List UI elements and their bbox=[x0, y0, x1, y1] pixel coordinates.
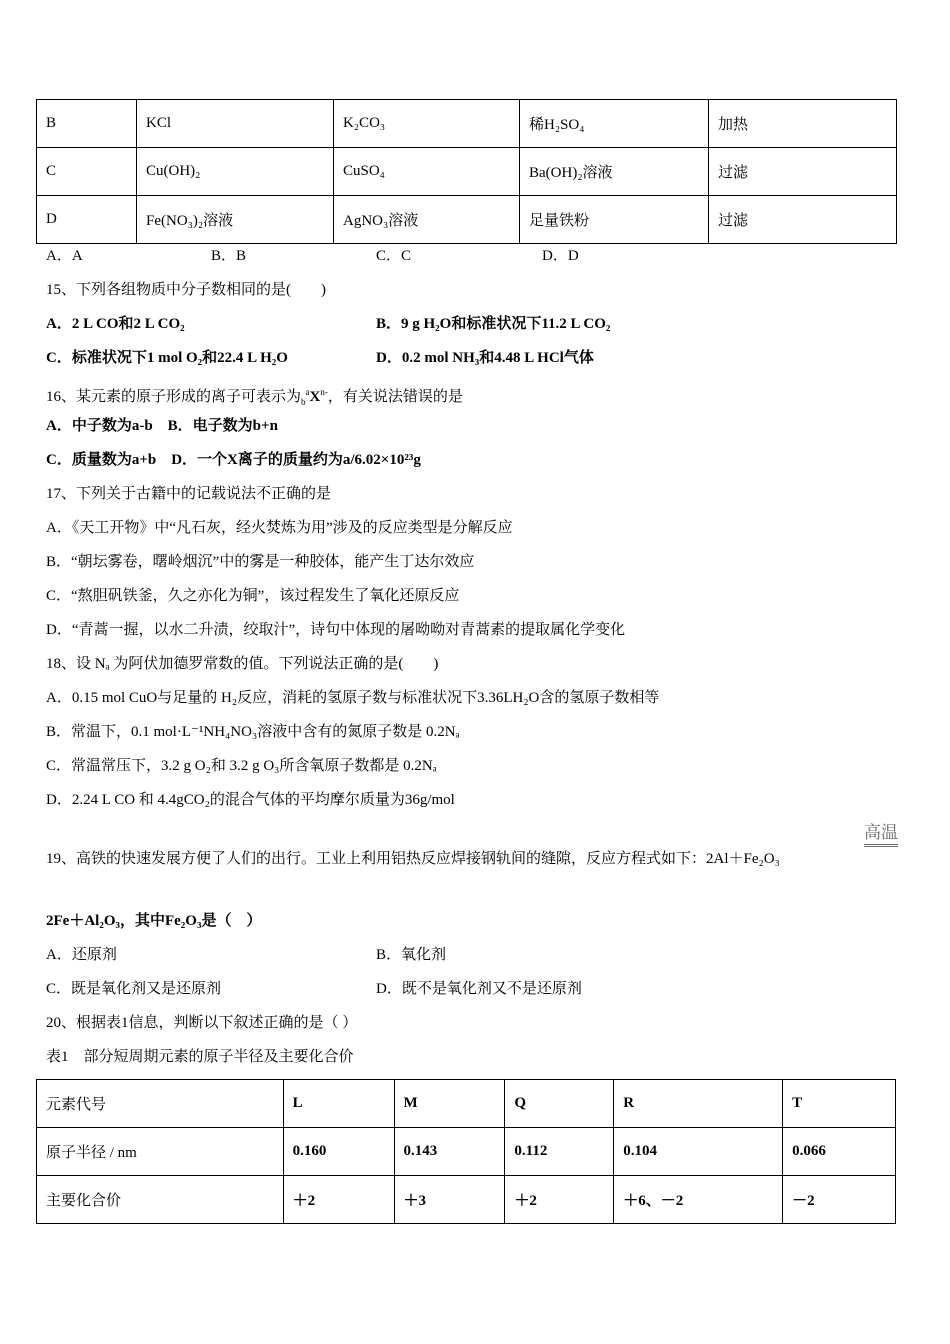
q15-option-b[interactable]: B．9 g H₂O和标准状况下11.2 L CO₂ bbox=[376, 316, 611, 332]
q18-option-a[interactable]: A．0.15 mol CuO与足量的 H₂反应，消耗的氢原子数与标准状况下3.36LH₂O含的氢原子数相等 bbox=[46, 690, 660, 706]
table-cell: 0.112 bbox=[505, 1128, 614, 1176]
table-cell: KCl bbox=[137, 100, 334, 148]
q16-options-cd[interactable]: C．质量数为a+b D．一个X离子的质量约为a/6.02×10²³g bbox=[46, 452, 421, 468]
table-cell: AgNO₃溶液 bbox=[334, 196, 520, 244]
table-cell: T bbox=[783, 1080, 896, 1128]
q15-option-d[interactable]: D．0.2 mol NH₃和4.48 L HCl气体 bbox=[376, 350, 594, 366]
table-cell: －2 bbox=[783, 1176, 896, 1224]
option-b[interactable]: B．B bbox=[211, 248, 247, 264]
table-cell: Fe(NO₃)₂溶液 bbox=[137, 196, 334, 244]
table-cell: 过滤 bbox=[709, 148, 897, 196]
element-symbol: X bbox=[309, 389, 321, 405]
table-cell: K₂CO₃ bbox=[334, 100, 520, 148]
table-cell: 0.143 bbox=[394, 1128, 505, 1176]
q19-option-c[interactable]: C．既是氧化剂又是还原剂 bbox=[46, 981, 222, 997]
option-c[interactable]: C．C bbox=[376, 248, 412, 264]
table-caption: 表1 部分短周期元素的原子半径及主要化合价 bbox=[46, 1049, 354, 1065]
table-cell: ＋2 bbox=[283, 1176, 394, 1224]
table-cell: ＋6、－2 bbox=[614, 1176, 783, 1224]
table-cell: R bbox=[614, 1080, 783, 1128]
table-cell: CuSO₄ bbox=[334, 148, 520, 196]
stem-text: 16、某元素的原子形成的离子可表示为 bbox=[46, 389, 302, 405]
table-cell: 稀H₂SO₄ bbox=[520, 100, 709, 148]
table-cell: B bbox=[37, 100, 137, 148]
q16-options-ab[interactable]: A．中子数为a-b B．电子数为b+n bbox=[46, 418, 278, 434]
q17-option-b[interactable]: B．“朝坛雾卷，曙岭烟沉”中的雾是一种胶体，能产生丁达尔效应 bbox=[46, 554, 475, 570]
q17-option-a[interactable]: A．《天工开物》中“凡石灰，经火焚炼为用”涉及的反应类型是分解反应 bbox=[46, 520, 513, 536]
table-row bbox=[37, 148, 897, 196]
table-cell: ＋3 bbox=[394, 1176, 505, 1224]
mass-number: a bbox=[305, 387, 310, 397]
table-cell: 原子半径 / nm bbox=[37, 1128, 284, 1176]
q15-stem: 15、下列各组物质中分子数相同的是( ) bbox=[46, 282, 326, 298]
atomic-number: b bbox=[301, 397, 306, 407]
reagent-table bbox=[36, 99, 897, 244]
q15-option-c[interactable]: C．标准状况下1 mol O₂和22.4 L H₂O bbox=[46, 350, 288, 366]
table-row bbox=[37, 196, 897, 244]
table-cell: Cu(OH)₂ bbox=[137, 148, 334, 196]
stem-text: ，有关说法错误的是 bbox=[327, 389, 463, 405]
q19-stem: 19、高铁的快速发展方便了人们的出行。工业上利用铝热反应焊接钢轨间的缝隙，反应方程式如下：2Al＋Fe₂O₃ bbox=[46, 851, 780, 867]
table-cell: Ba(OH)₂溶液 bbox=[520, 148, 709, 196]
element-table bbox=[36, 1079, 896, 1224]
q20-stem: 20、根据表1信息，判断以下叙述正确的是（ ） bbox=[46, 1015, 358, 1031]
q18-option-c[interactable]: C．常温常压下，3.2 g O₂和 3.2 g O₃所含氧原子数都是 0.2Nₐ bbox=[46, 758, 437, 774]
table-cell: 过滤 bbox=[709, 196, 897, 244]
option-a[interactable]: A．A bbox=[46, 248, 83, 264]
q19-option-b[interactable]: B．氧化剂 bbox=[376, 947, 447, 963]
table-cell: 加热 bbox=[709, 100, 897, 148]
table-row bbox=[37, 1080, 896, 1128]
q18-option-d[interactable]: D．2.24 L CO 和 4.4gCO₂的混合气体的平均摩尔质量为36g/mol bbox=[46, 792, 455, 808]
q14-options bbox=[46, 246, 579, 266]
table-cell: M bbox=[394, 1080, 505, 1128]
table-row bbox=[37, 1176, 896, 1224]
table-cell: ＋2 bbox=[505, 1176, 614, 1224]
table-cell: 0.066 bbox=[783, 1128, 896, 1176]
q17-stem: 17、下列关于古籍中的记载说法不正确的是 bbox=[46, 486, 332, 502]
table-row bbox=[37, 100, 897, 148]
q19-stem-cont: 2Fe＋Al₂O₃，其中Fe₂O₃是（ ） bbox=[46, 913, 262, 929]
q19-option-d[interactable]: D．既不是氧化剂又不是还原剂 bbox=[376, 981, 582, 997]
q17-option-c[interactable]: C．“熬胆矾铁釜，久之亦化为铜”，该过程发生了氧化还原反应 bbox=[46, 588, 460, 604]
table-cell: 元素代号 bbox=[37, 1080, 284, 1128]
q18-option-b[interactable]: B．常温下，0.1 mol·L⁻¹NH₄NO₃溶液中含有的氮原子数是 0.2Nₐ bbox=[46, 724, 460, 740]
q19-option-a[interactable]: A．还原剂 bbox=[46, 947, 117, 963]
ion-charge: n- bbox=[320, 387, 328, 397]
option-d[interactable]: D．D bbox=[542, 248, 579, 264]
q16-stem bbox=[46, 382, 463, 412]
table-cell: 足量铁粉 bbox=[520, 196, 709, 244]
table-cell: Q bbox=[505, 1080, 614, 1128]
table-cell: C bbox=[37, 148, 137, 196]
q15-option-a[interactable]: A．2 L CO和2 L CO₂ bbox=[46, 316, 185, 332]
table-cell: 主要化合价 bbox=[37, 1176, 284, 1224]
table-cell: 0.160 bbox=[283, 1128, 394, 1176]
table-cell: D bbox=[37, 196, 137, 244]
q17-option-d[interactable]: D．“青蒿一握，以水二升渍，绞取汁”，诗句中体现的屠呦呦对青蒿素的提取属化学变化 bbox=[46, 622, 626, 638]
q18-stem: 18、设 Nₐ 为阿伏加德罗常数的值。下列说法正确的是( ) bbox=[46, 656, 439, 672]
table-cell: L bbox=[283, 1080, 394, 1128]
reaction-condition: 高温 bbox=[864, 822, 898, 847]
table-cell: 0.104 bbox=[614, 1128, 783, 1176]
table-row bbox=[37, 1128, 896, 1176]
